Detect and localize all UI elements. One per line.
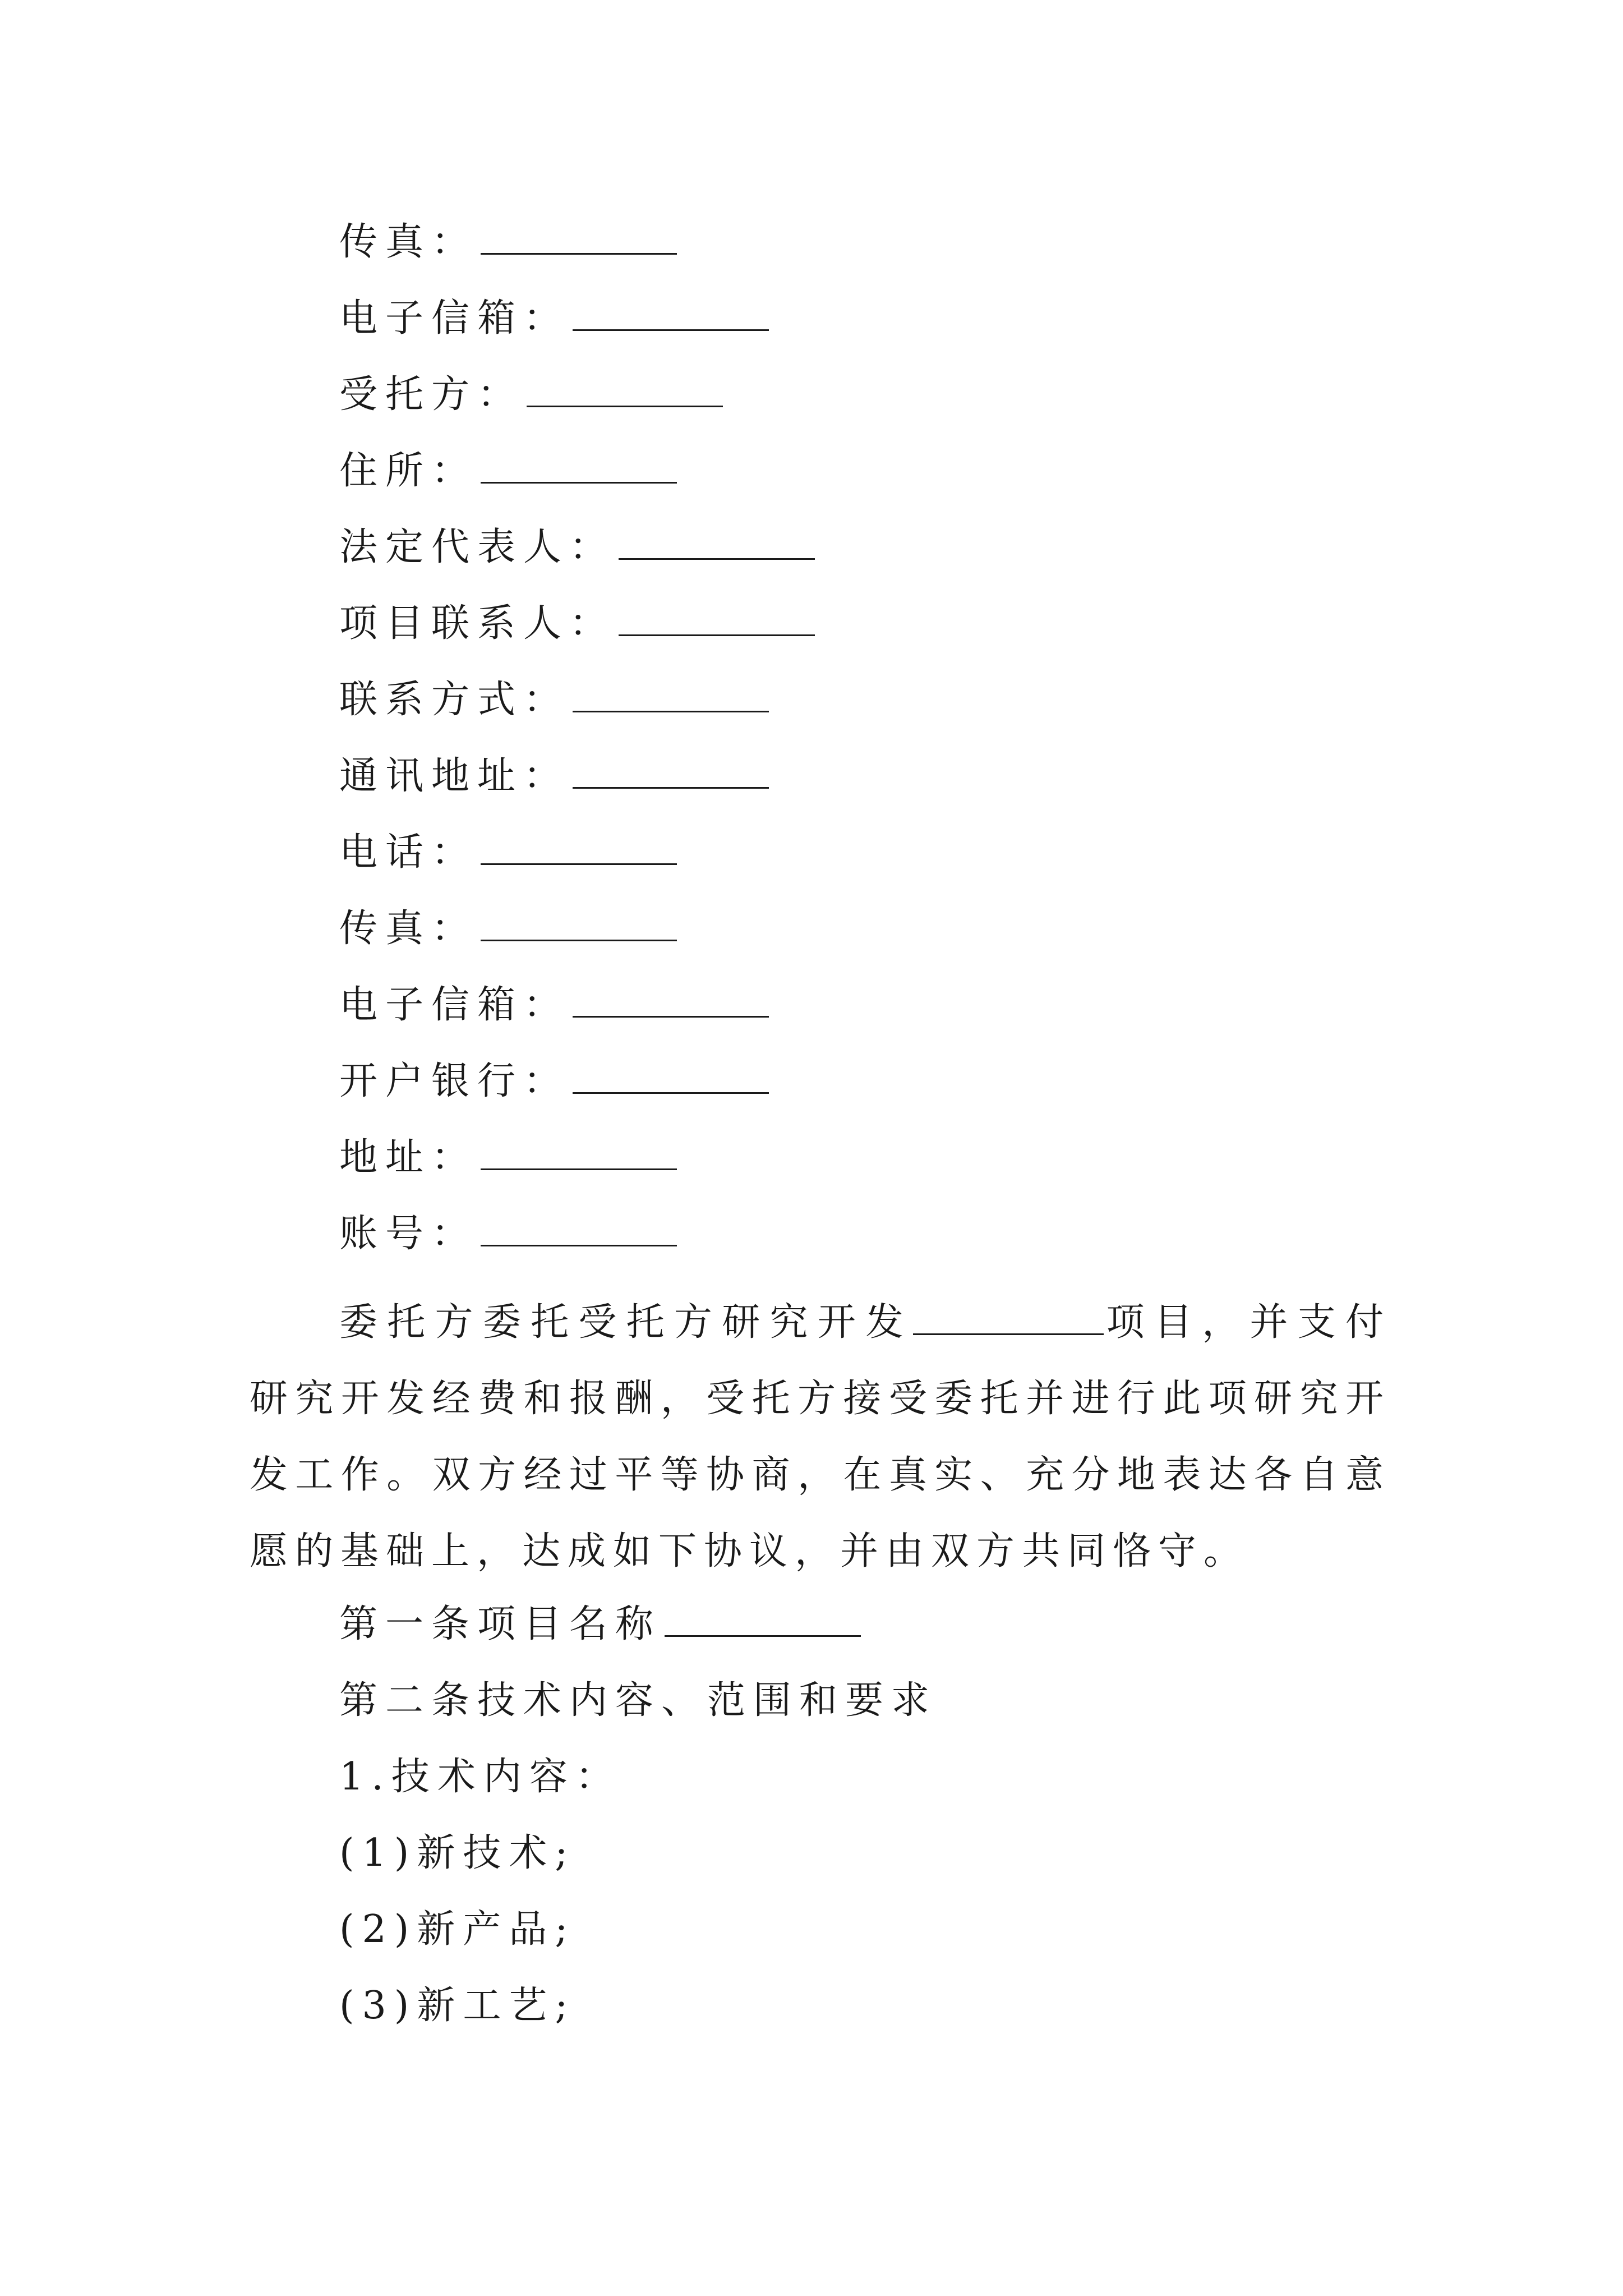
list-item [339,1907,576,1952]
blank-line [481,251,677,255]
field-email-2 [339,983,769,1027]
field-label: 通讯地址： [339,754,570,798]
agreement-paragraph [250,1285,1391,1590]
field-legal-rep [339,525,815,569]
list-item-text: (1)新技术; [339,1831,576,1875]
field-contact-method [339,678,769,722]
field-label: 住所： [339,449,478,493]
blank-line [573,785,769,789]
blank-line [573,708,769,712]
paragraph-text-1: 委托方委托受托方研究开发 [339,1300,914,1345]
field-label: 项目联系人： [339,601,616,646]
paragraph-text-2: 项目，并支付研究开发经费和报酬，受托方接受委托并进行此项研究开发工作。双方经过平等协商，在真实、充分地表达各自意愿的基础上，达成如下协议，并由双方共同恪守。 [250,1300,1391,1573]
blank-line [913,1331,1104,1335]
field-label: 电子信箱： [339,296,570,341]
field-label: 受托方： [339,372,524,417]
field-label: 开户银行： [339,1059,570,1103]
list-item-text: (2)新产品; [339,1907,576,1952]
field-fax-1 [339,220,677,264]
field-label: 地址： [339,1135,478,1180]
tech-content-heading [339,1755,621,1799]
article-2-heading [339,1678,938,1723]
blank-line [573,1014,769,1018]
article-1-project-name [339,1602,861,1646]
field-project-contact [339,601,815,646]
field-address [339,1135,677,1180]
field-trustee [339,372,723,417]
field-email-1 [339,296,769,341]
field-phone [339,830,677,875]
blank-line [573,1090,769,1094]
section-label: 1.技术内容： [339,1755,621,1799]
list-item-text: (3)新工艺; [339,1984,576,2028]
field-label: 联系方式： [339,678,570,722]
article-label: 第二条技术内容、范围和要求 [339,1678,938,1723]
blank-line [481,1243,677,1246]
field-mailing-address [339,754,769,798]
blank-line [527,403,723,407]
field-label: 电子信箱： [339,983,570,1027]
field-label: 电话： [339,830,478,875]
list-item [339,1984,576,2028]
field-label: 传真： [339,220,478,264]
field-domicile [339,449,677,493]
field-fax-2 [339,907,677,951]
field-label: 传真： [339,907,478,951]
blank-line [481,1166,677,1170]
blank-line [573,327,769,331]
blank-line [619,556,815,560]
article-label: 第一条项目名称 [339,1602,662,1646]
blank-line [481,480,677,484]
field-label: 法定代表人： [339,525,616,569]
blank-line [619,632,815,636]
field-bank [339,1059,769,1103]
blank-line [481,861,677,865]
list-item [339,1831,576,1875]
blank-line [481,937,677,941]
field-account [339,1212,677,1256]
blank-line [665,1633,861,1637]
field-label: 账号： [339,1212,478,1256]
